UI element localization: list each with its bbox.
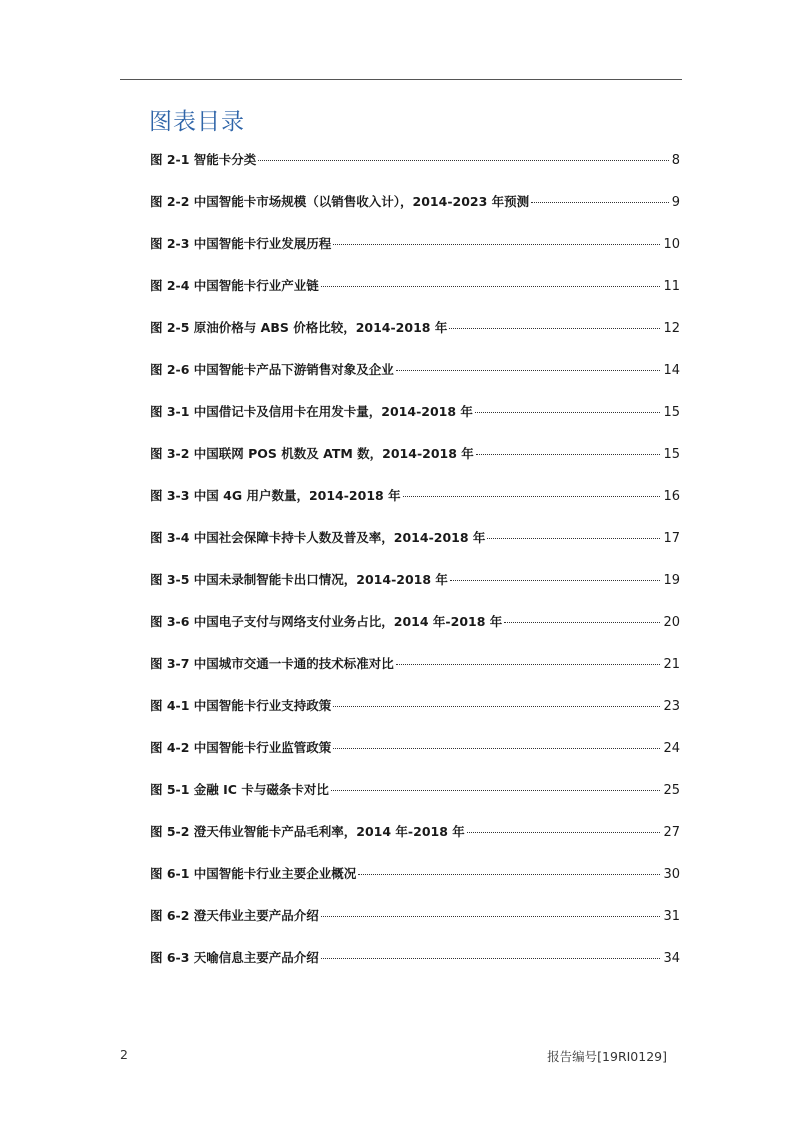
toc-entry[interactable] (150, 696, 680, 738)
dot-leader (531, 202, 669, 203)
toc-entry[interactable] (150, 444, 680, 486)
toc-entry[interactable] (150, 486, 680, 528)
toc-entry-page: 15 (663, 405, 680, 420)
dot-leader (403, 496, 661, 497)
toc-entry[interactable] (150, 780, 680, 822)
header-rule (120, 79, 682, 80)
toc-entry[interactable] (150, 234, 680, 276)
toc-entry[interactable] (150, 192, 680, 234)
dot-leader (333, 244, 660, 245)
toc-entry-page: 34 (663, 951, 680, 966)
toc-entry-page: 14 (663, 363, 680, 378)
toc-entry-page: 19 (663, 573, 680, 588)
toc-entry-page: 20 (663, 615, 680, 630)
toc-entry-label: 图 6-1 中国智能卡行业主要企业概况 (150, 866, 357, 881)
toc-entry-label: 图 5-1 金融 IC 卡与磁条卡对比 (150, 782, 329, 797)
dot-leader (333, 748, 660, 749)
dot-leader (321, 958, 661, 959)
toc-entry-label: 图 3-1 中国借记卡及信用卡在用发卡量，2014-2018 年 (150, 404, 473, 419)
dot-leader (449, 328, 660, 329)
toc-entry-page: 10 (663, 237, 680, 252)
dot-leader (331, 790, 661, 791)
dot-leader (487, 538, 660, 539)
dot-leader (258, 160, 668, 161)
dot-leader (475, 412, 661, 413)
dot-leader (396, 664, 661, 665)
toc-entry[interactable] (150, 528, 680, 570)
toc-entry-page: 12 (663, 321, 680, 336)
dot-leader (467, 832, 661, 833)
toc-entry-page: 11 (663, 279, 680, 294)
toc-entry-page: 25 (663, 783, 680, 798)
toc-entry[interactable] (150, 822, 680, 864)
toc-entry-label: 图 3-7 中国城市交通一卡通的技术标准对比 (150, 656, 394, 671)
toc-entry[interactable] (150, 948, 680, 990)
toc-entry-label: 图 3-2 中国联网 POS 机数及 ATM 数，2014-2018 年 (150, 446, 474, 461)
toc-entry-page: 16 (663, 489, 680, 504)
dot-leader (450, 580, 661, 581)
toc-entry-label: 图 2-5 原油价格与 ABS 价格比较，2014-2018 年 (150, 320, 448, 335)
toc-entry-page: 23 (663, 699, 680, 714)
toc-entry[interactable] (150, 612, 680, 654)
toc-entry-label: 图 3-3 中国 4G 用户数量，2014-2018 年 (150, 488, 401, 503)
toc-entry-label: 图 2-4 中国智能卡行业产业链 (150, 278, 319, 293)
toc-entry-label: 图 2-6 中国智能卡产品下游销售对象及企业 (150, 362, 394, 377)
toc-entry[interactable] (150, 402, 680, 444)
page-number: 2 (120, 1047, 128, 1062)
toc-entry-label: 图 5-2 澄天伟业智能卡产品毛利率，2014 年-2018 年 (150, 824, 465, 839)
toc-entry-page: 15 (663, 447, 680, 462)
toc-entry-page: 17 (663, 531, 680, 546)
dot-leader (321, 286, 661, 287)
toc-entry-label: 图 4-2 中国智能卡行业监管政策 (150, 740, 332, 755)
toc-entry[interactable] (150, 654, 680, 696)
toc-entry-page: 21 (663, 657, 680, 672)
toc-entry-label: 图 2-1 智能卡分类 (150, 152, 257, 167)
report-code: 报告编号[19RI0129] (547, 1049, 667, 1064)
toc-entry-page: 31 (663, 909, 680, 924)
toc-entry-page: 24 (663, 741, 680, 756)
toc-entry[interactable] (150, 276, 680, 318)
toc-entry-page: 27 (663, 825, 680, 840)
toc-entry[interactable] (150, 150, 680, 192)
toc-entry-label: 图 3-4 中国社会保障卡持卡人数及普及率，2014-2018 年 (150, 530, 486, 545)
toc-entry[interactable] (150, 570, 680, 612)
toc-entry-label: 图 6-2 澄天伟业主要产品介绍 (150, 908, 319, 923)
toc-entry-label: 图 6-3 天喻信息主要产品介绍 (150, 950, 319, 965)
toc-entry-page: 30 (663, 867, 680, 882)
toc-entry[interactable] (150, 738, 680, 780)
toc-entry-page: 8 (671, 153, 680, 168)
dot-leader (358, 874, 660, 875)
toc-entry-label: 图 3-5 中国未录制智能卡出口情况，2014-2018 年 (150, 572, 448, 587)
dot-leader (321, 916, 661, 917)
dot-leader (333, 706, 660, 707)
toc-entry-label: 图 3-6 中国电子支付与网络支付业务占比，2014 年-2018 年 (150, 614, 503, 629)
toc-entry[interactable] (150, 864, 680, 906)
toc-entry-label: 图 4-1 中国智能卡行业支持政策 (150, 698, 332, 713)
dot-leader (504, 622, 660, 623)
toc-entry[interactable] (150, 360, 680, 402)
toc-entry[interactable] (150, 318, 680, 360)
toc-title: 图表目录 (149, 109, 245, 135)
toc-entry[interactable] (150, 906, 680, 948)
dot-leader (396, 370, 661, 371)
toc-list (150, 150, 680, 990)
toc-entry-label: 图 2-3 中国智能卡行业发展历程 (150, 236, 332, 251)
dot-leader (476, 454, 661, 455)
toc-entry-label: 图 2-2 中国智能卡市场规模（以销售收入计），2014-2023 年预测 (150, 194, 530, 209)
toc-entry-page: 9 (671, 195, 680, 210)
